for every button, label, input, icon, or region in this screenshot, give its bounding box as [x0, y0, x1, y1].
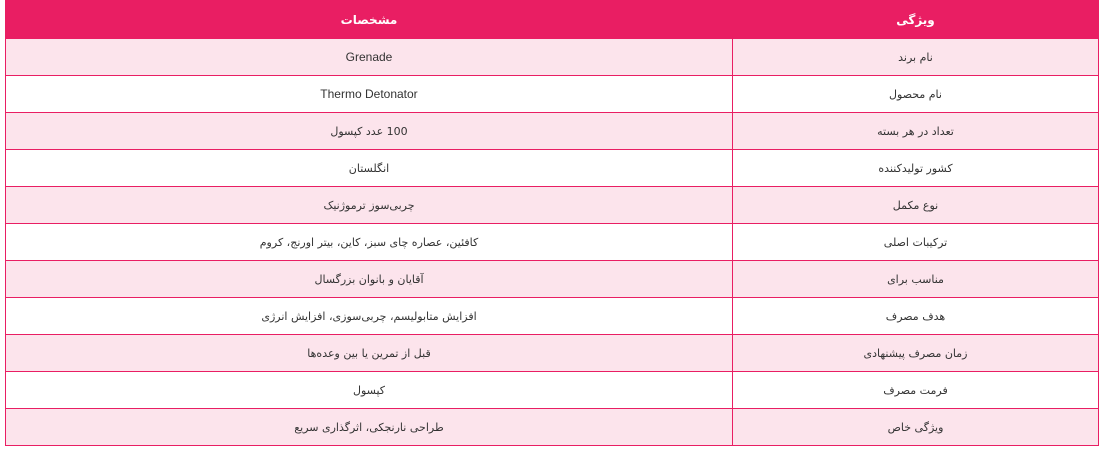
value-cell: طراحی نارنجکی، اثرگذاری سریع: [6, 409, 733, 446]
value-cell: Grenade: [6, 39, 733, 76]
value-cell: کافئین، عصاره چای سبز، کاین، بیتر اورنج، کروم: [6, 224, 733, 261]
value-cell: چربی‌سوز ترموژنیک: [6, 187, 733, 224]
feature-cell: تعداد در هر بسته: [733, 113, 1099, 150]
value-cell: کپسول: [6, 372, 733, 409]
table-row: [6, 224, 1099, 261]
value-cell: 100 عدد کپسول: [6, 113, 733, 150]
value-cell: انگلستان: [6, 150, 733, 187]
value-cell: افزایش متابولیسم، چربی‌سوزی، افزایش انرژی: [6, 298, 733, 335]
feature-cell: ترکیبات اصلی: [733, 224, 1099, 261]
feature-cell: کشور تولیدکننده: [733, 150, 1099, 187]
header-spec: مشخصات: [6, 1, 733, 39]
table-row: [6, 76, 1099, 113]
specifications-table: [5, 0, 1099, 446]
value-cell: قبل از تمرین یا بین وعده‌ها: [6, 335, 733, 372]
feature-cell: فرمت مصرف: [733, 372, 1099, 409]
table-row: [6, 298, 1099, 335]
feature-cell: زمان مصرف پیشنهادی: [733, 335, 1099, 372]
feature-cell: نام محصول: [733, 76, 1099, 113]
table-row: [6, 39, 1099, 76]
feature-cell: مناسب برای: [733, 261, 1099, 298]
table-row: [6, 372, 1099, 409]
feature-cell: ویژگی خاص: [733, 409, 1099, 446]
table-row: [6, 150, 1099, 187]
feature-cell: هدف مصرف: [733, 298, 1099, 335]
table-row: [6, 261, 1099, 298]
feature-cell: نوع مکمل: [733, 187, 1099, 224]
table-row: [6, 113, 1099, 150]
table-row: [6, 335, 1099, 372]
feature-cell: نام برند: [733, 39, 1099, 76]
table-header-row: [6, 1, 1099, 39]
table-row: [6, 187, 1099, 224]
header-feature: ویژگی: [733, 1, 1099, 39]
table-row: [6, 409, 1099, 446]
value-cell: Thermo Detonator: [6, 76, 733, 113]
value-cell: آقایان و بانوان بزرگسال: [6, 261, 733, 298]
